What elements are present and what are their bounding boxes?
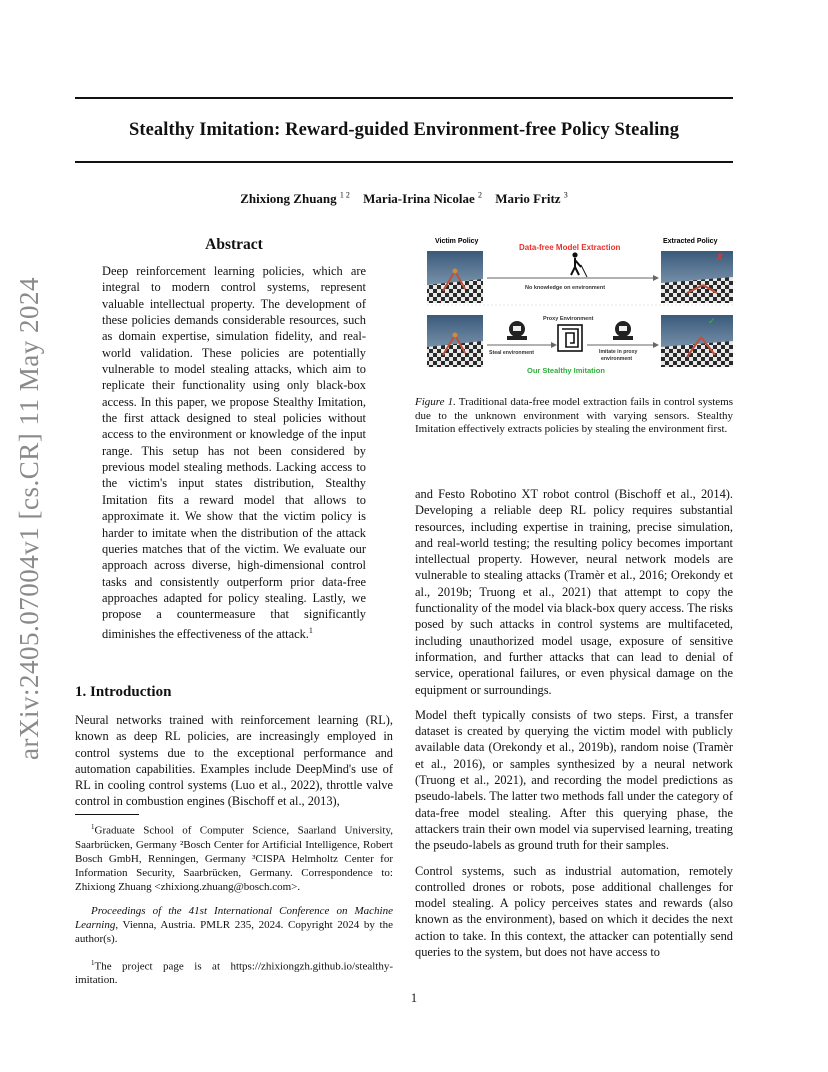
imitate-label-2: environment xyxy=(601,356,633,362)
figure-1 xyxy=(425,233,735,381)
paper-title: Stealthy Imitation: Reward-guided Environment-free Policy Stealing xyxy=(128,120,680,140)
paragraph: Control systems, such as industrial automation, remotely controlled drones or robots, pose additional challenges for model stealing. A policy perceives states and rewards (also known as the environment), based on which it decides the next action to take. In this context, the attacker can potentially send queries to the system, but does not have access to xyxy=(415,863,733,960)
fail-mark: ✗ xyxy=(716,252,724,262)
proceedings-footnote: Proceedings of the 41st International Conference on Machine Learning, Vienna, Austria. PMLR 235, 2024. Copyright 2024 by the author(s). xyxy=(75,904,393,945)
victim-scene-top xyxy=(427,251,483,303)
paragraph: Model theft typically consists of two steps. First, a transfer dataset is created by querying the victim model with publicly available data (Orekondy et al., 2019b), random noise (Tramèr et al., 2016), or samples synthesized by a neural network (Truong et al., 2021), and recording the model predictions as pseudo-labels. The latter two methods fall under the category of data-free model stealing. After this querying phase, the attackers train their own model via supervised learning, treating the pseudo-labels as ground truth for their samples. xyxy=(415,707,733,853)
extracted-policy-label: Extracted Policy xyxy=(663,238,718,245)
introduction-text: Neural networks trained with reinforcement learning (RL), known as deep RL policies, are increasingly employed in control systems due to the exceptional performance and automation capabilities. Examples include DeepMind's use of RL in cooling control systems (Luo et al., 2022), throttle valve control in combustion engines (Bischoff et al., 2013), xyxy=(75,713,393,809)
footnote-rule xyxy=(75,814,139,815)
extracted-scene-top xyxy=(661,251,733,303)
hacker-icon xyxy=(613,321,633,340)
section-heading-introduction: 1. Introduction xyxy=(75,684,172,700)
figure-1-caption: Figure 1. Traditional data-free model extraction fails in control systems due to the unknown environment with varying sensors. Stealthy Imitation effectively extracts policies by stealing the environment first. xyxy=(415,396,734,436)
success-mark: ✓ xyxy=(708,316,716,326)
abstract-heading: Abstract xyxy=(205,236,263,253)
blind-person-icon xyxy=(571,252,587,277)
page-number: 1 xyxy=(410,991,418,1005)
right-column-text xyxy=(415,486,733,969)
hacker-icon xyxy=(507,321,527,340)
victim-policy-label: Victim Policy xyxy=(435,238,479,245)
extracted-scene-bottom xyxy=(661,315,733,367)
footnotes xyxy=(75,820,393,997)
dfme-label: Data-free Model Extraction xyxy=(519,243,621,252)
steal-environment-label: Steal environment xyxy=(489,350,534,356)
top-arrow xyxy=(487,275,659,281)
arxiv-watermark: arXiv:2405.07004v1 [cs.CR] 11 May 2024 xyxy=(14,277,44,760)
paragraph: and Festo Robotino XT robot control (Bischoff et al., 2014). Developing a reliable deep RL policy requires substantial resources, including expertise in training, precise simulation, and real-world testing; the resulting policy becomes important intellectual property. However, neural network models are vulnerable to stealing attacks (Tramèr et al., 2016; Orekondy et al., 2019b; Truong et al., 2021) that attempt to copy the functionality of the model via black-box query access. The risks posed by such attacks in control systems are multifaceted, including unauthorized model usage, exposure of sensitive information, and further attacks that can lead to denial of service, operational failures, or even physical damage on the equipment or surroundings. xyxy=(415,487,733,697)
maze-icon xyxy=(558,325,582,351)
proxy-environment-label: Proxy Environment xyxy=(543,316,594,322)
title-rule-top xyxy=(75,97,733,99)
imitate-label-1: Imitate in proxy xyxy=(599,349,638,355)
title-rule-bottom xyxy=(75,161,733,163)
author: Maria-Irina Nicolae $^2$ xyxy=(363,191,482,207)
imitate-arrow xyxy=(587,342,659,348)
steal-arrow xyxy=(487,342,557,348)
author-list xyxy=(75,191,733,207)
abstract-text: Deep reinforcement learning policies, which are integral to modern control systems, represent valuable intellectual property. The development of these policies demands considerable resources, such as domain expertise, simulation fidelity, and real-world validation. These policies are potentially vulnerable to model stealing attacks, which aim to replicate their functionality using only black-box access. In this paper, we propose Stealthy Imitation, the first attack designed to steal policies without access to the environment or knowledge of the input range. This setup has not been considered by previous model stealing methods. Lacking access to the victim's input states distribution, Stealthy Imitation fits a reward model that allows to approximate it. We show that the victim policy is harder to imitate when the distribution of the attack queries matches that of the victim. We evaluate our approach across diverse, high-dimensional control tasks and consistently outperform prior data-free approaches adapted for policy stealing. Lastly, we propose a countermeasure that significantly diminishes the effectiveness of the attack.$^1$ xyxy=(102,264,366,641)
no-knowledge-label: No knowledge on environment xyxy=(525,285,606,291)
figure-1-diagram xyxy=(425,233,735,381)
project-footnote: $^1$The project page is at https://zhixiongzh.github.io/stealthy-imitation. xyxy=(75,958,393,987)
victim-scene-bottom xyxy=(427,315,483,367)
author: Zhixiong Zhuang $^{1 2}$ xyxy=(240,191,350,207)
author: Mario Fritz $^3$ xyxy=(495,191,568,207)
affiliation-footnote: $^1$Graduate School of Computer Science, Saarland University, Saarbrücken, Germany ²Bosch Center for Artificial Intelligence, Robert Bosch GmbH, Renningen, Germany ³CISPA Helmholtz Center for Information Security, Saarbrücken, Germany. Correspondence to: Zhixiong Zhuang <zhixiong.zhuang@bosch.com>. xyxy=(75,823,393,893)
ours-label: Our Stealthy Imitation xyxy=(527,366,605,375)
